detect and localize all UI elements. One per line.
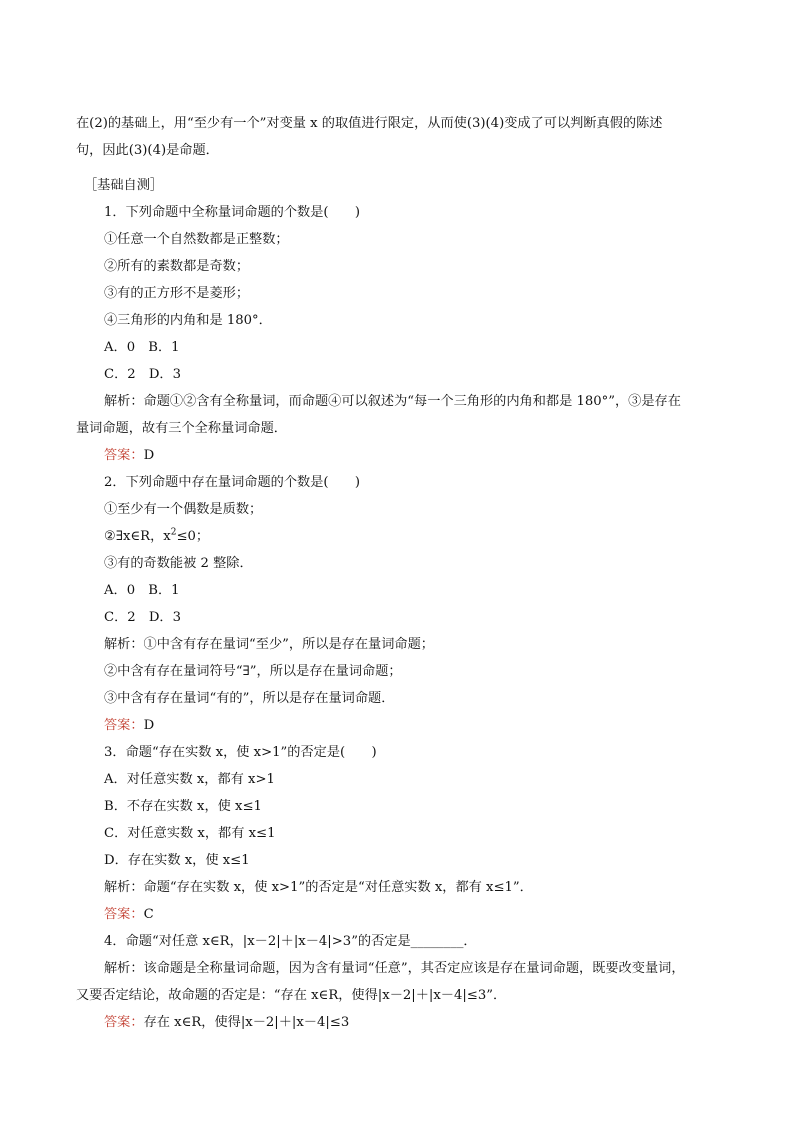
q1-item-1: ①任意一个自然数都是正整数； [104, 232, 289, 247]
q3-option-c: C．对任意实数 x，都有 x≤1 [104, 826, 276, 841]
q2-item-2-tail: ≤0； [176, 529, 210, 544]
q2-options-row-2: C．2 D．3 [104, 610, 182, 625]
q2-answer [104, 716, 154, 736]
answer-value: C [143, 907, 154, 922]
q3-analysis: 解析：命题“存在实数 x，使 x>1”的否定是“对任意实数 x，都有 x≤1”． [104, 880, 533, 895]
q1-stem: 1．下列命题中全称量词命题的个数是( ) [104, 205, 361, 220]
q1-analysis-line-1: 解析：命题①②含有全称量词，而命题④可以叙述为“每一个三角形的内角和都是 180°”，③是存在 [104, 394, 681, 409]
q2-item-2 [104, 527, 209, 547]
q1-answer [104, 446, 154, 466]
q2-analysis-line-2: ②中含有存在量词符号“∃”，所以是存在量词命题； [104, 664, 402, 679]
answer-label: 答案： [104, 1015, 144, 1030]
intro-line-2: 句，因此(3)(4)是命题． [76, 143, 219, 158]
q1-options-row-2: C．2 D．3 [104, 367, 182, 382]
answer-label: 答案： [104, 448, 144, 463]
q1-options-row-1: A．0 B．1 [104, 340, 180, 355]
q2-stem: 2．下列命题中存在量词命题的个数是( ) [104, 475, 361, 490]
section-title: ［基础自测］ [84, 178, 164, 193]
q3-option-d: D．存在实数 x，使 x≤1 [104, 853, 250, 868]
answer-value: D [143, 718, 155, 733]
intro-line-1: 在(2)的基础上，用“至少有一个”对变量 x 的取值进行限定，从而使(3)(4)变成了可以判断真假的陈述 [76, 116, 663, 131]
q1-item-4: ④三角形的内角和是 180°． [104, 313, 272, 328]
answer-label: 答案： [104, 907, 144, 922]
q2-analysis-line-1: 解析：①中含有存在量词“至少”，所以是存在量词命题； [104, 637, 434, 652]
q1-item-2: ②所有的素数都是奇数； [104, 259, 250, 274]
q1-item-3: ③有的正方形不是菱形； [104, 286, 250, 301]
q3-answer [104, 905, 154, 925]
q3-option-a: A．对任意实数 x，都有 x>1 [104, 772, 275, 787]
q4-stem: 4．命题“对任意 x∈R，|x－2|＋|x－4|>3”的否定是________． [104, 934, 477, 949]
q3-stem: 3．命题“存在实数 x，使 x>1”的否定是( ) [104, 745, 377, 760]
q2-item-3: ③有的奇数能被 2 整除． [104, 556, 253, 571]
q4-answer [104, 1013, 349, 1033]
answer-value: D [143, 448, 155, 463]
answer-label: 答案： [104, 718, 144, 733]
q2-item-1: ①至少有一个偶数是质数； [104, 502, 263, 517]
q1-analysis-line-2: 量词命题，故有三个全称量词命题． [76, 421, 287, 436]
q4-analysis-line-2: 又要否定结论，故命题的否定是：“存在 x∈R，使得|x－2|＋|x－4|≤3”． [76, 988, 507, 1003]
superscript: 2 [170, 527, 177, 538]
q2-analysis-line-3: ③中含有存在量词“有的”，所以是存在量词命题． [104, 691, 395, 706]
q2-item-2-text: ②∃x∈R，x [104, 529, 171, 544]
q3-option-b: B．不存在实数 x，使 x≤1 [104, 799, 262, 814]
answer-value: 存在 x∈R，使得|x－2|＋|x－4|≤3 [143, 1015, 350, 1030]
q2-options-row-1: A．0 B．1 [104, 583, 180, 598]
q4-analysis-line-1: 解析：该命题是全称量词命题，因为含有量词“任意”，其否定应该是存在量词命题，既要改变量词， [104, 961, 685, 976]
